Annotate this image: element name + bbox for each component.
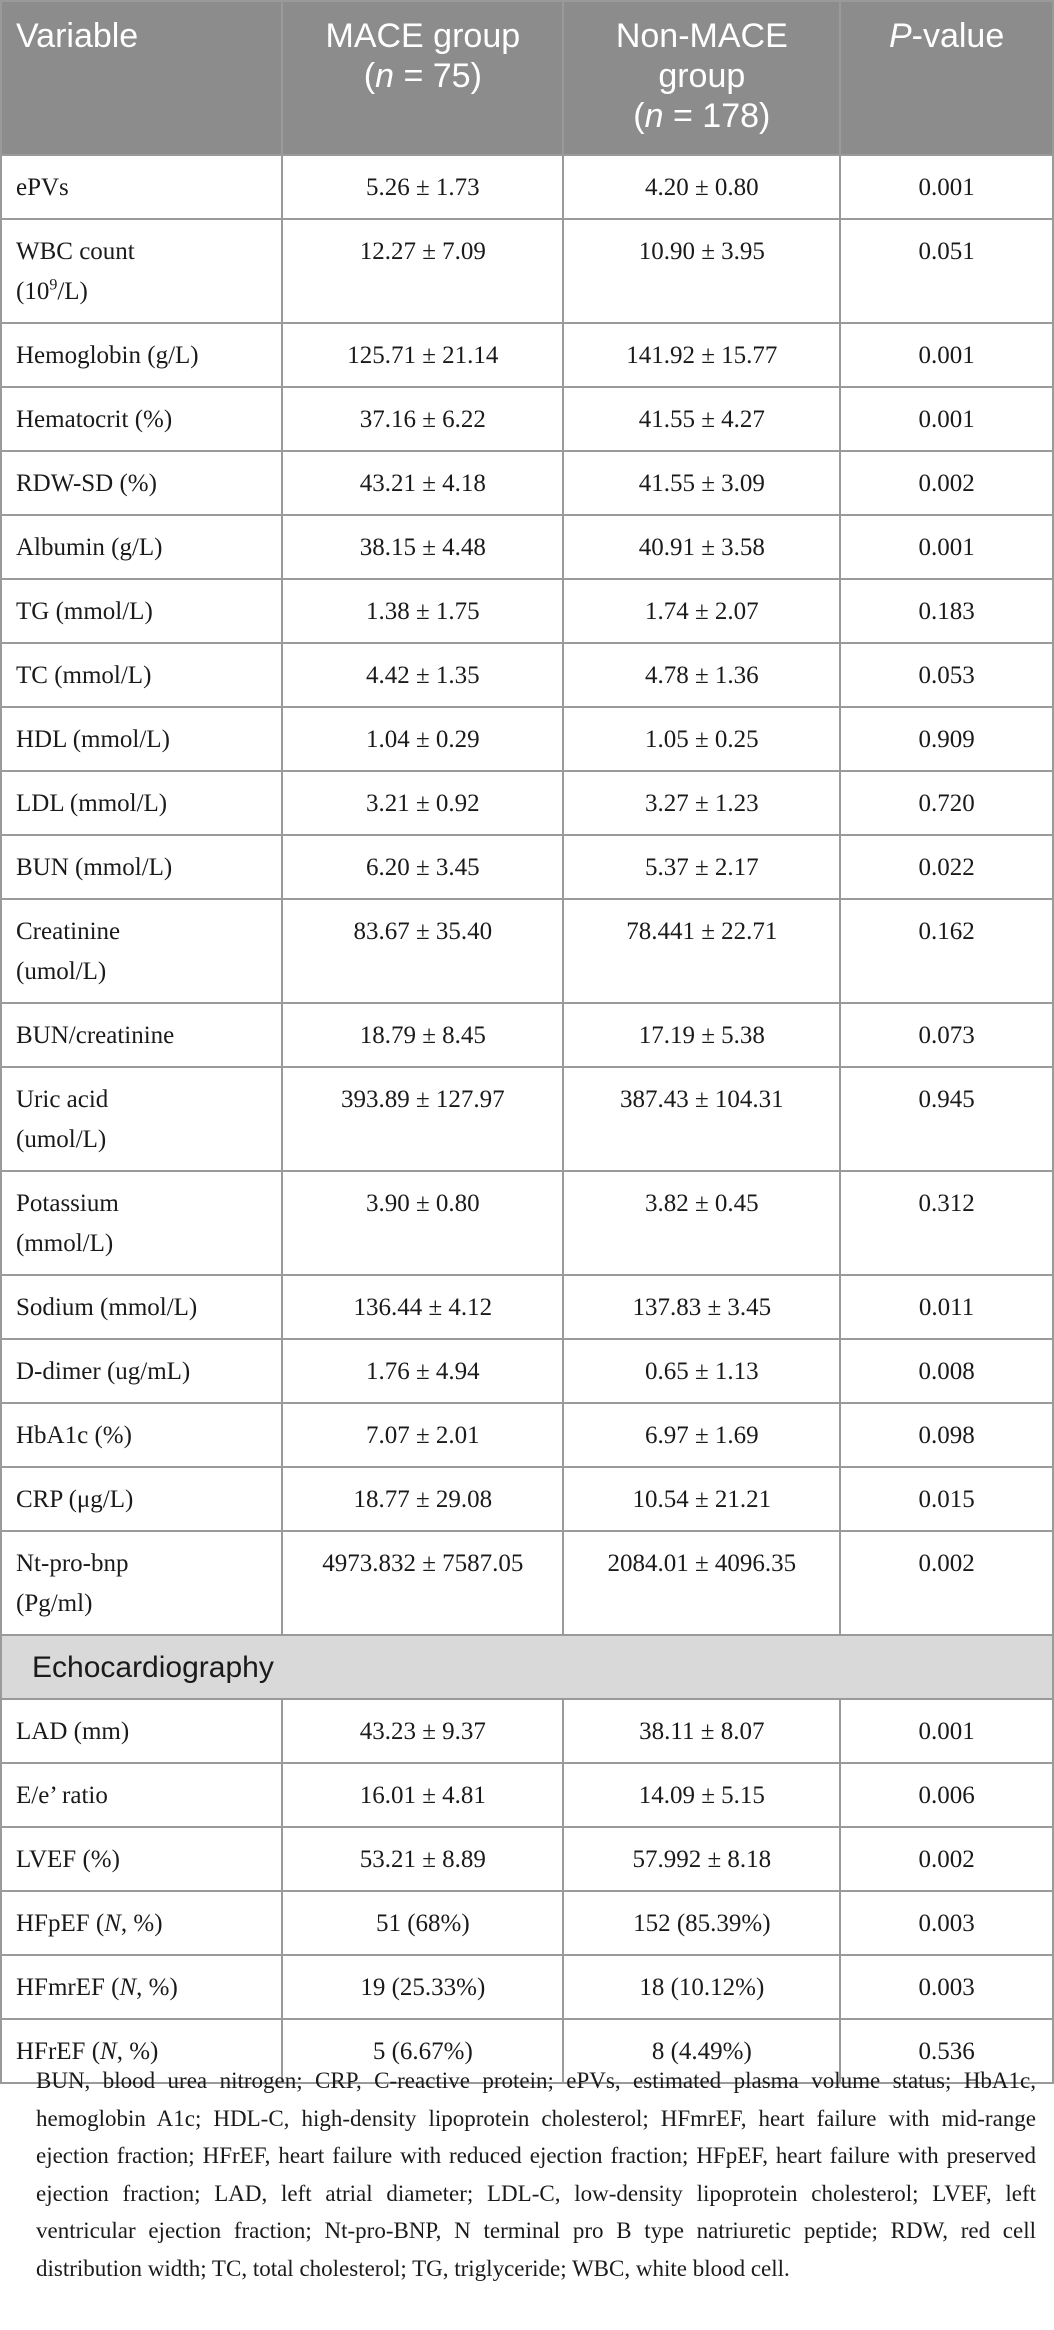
header-mace-group: MACE group (n = 75) (282, 1, 563, 155)
mace-value: 136.44 ± 4.12 (282, 1275, 563, 1339)
variable-cell: HFmrEF (N, %) (1, 1955, 282, 2019)
non-mace-value: 41.55 ± 4.27 (563, 387, 840, 451)
variable-cell: HFpEF (N, %) (1, 1891, 282, 1955)
mace-value: 83.67 ± 35.40 (282, 899, 563, 1003)
non-mace-value: 0.65 ± 1.13 (563, 1339, 840, 1403)
table-row (1, 1171, 1053, 1275)
table-row (1, 1403, 1053, 1467)
p-value: 0.001 (840, 515, 1053, 579)
non-mace-value: 141.92 ± 15.77 (563, 323, 840, 387)
variable-cell: HDL (mmol/L) (1, 707, 282, 771)
p-value: 0.002 (840, 451, 1053, 515)
mace-value: 43.23 ± 9.37 (282, 1699, 563, 1763)
mace-value: 6.20 ± 3.45 (282, 835, 563, 899)
variable-cell: Sodium (mmol/L) (1, 1275, 282, 1339)
table-row (1, 579, 1053, 643)
non-mace-value: 41.55 ± 3.09 (563, 451, 840, 515)
mace-value: 4973.832 ± 7587.05 (282, 1531, 563, 1635)
mace-value: 1.04 ± 0.29 (282, 707, 563, 771)
p-value: 0.001 (840, 387, 1053, 451)
table-row (1, 155, 1053, 219)
p-value: 0.001 (840, 155, 1053, 219)
table-header (1, 1, 1053, 155)
table-row (1, 323, 1053, 387)
p-value: 0.022 (840, 835, 1053, 899)
non-mace-value: 137.83 ± 3.45 (563, 1275, 840, 1339)
variable-cell: TC (mmol/L) (1, 643, 282, 707)
table-row (1, 387, 1053, 451)
variable-cell: WBC count $(10^9/L)$ (1, 219, 282, 323)
table-row (1, 1891, 1053, 1955)
p-value: 0.073 (840, 1003, 1053, 1067)
mace-value: 38.15 ± 4.48 (282, 515, 563, 579)
p-value: 0.312 (840, 1171, 1053, 1275)
mace-value: 3.21 ± 0.92 (282, 771, 563, 835)
variable-cell: E/e’ ratio (1, 1763, 282, 1827)
mace-value: 43.21 ± 4.18 (282, 451, 563, 515)
header-variable: Variable (1, 1, 282, 155)
mace-value: 1.76 ± 4.94 (282, 1339, 563, 1403)
mace-value: 125.71 ± 21.14 (282, 323, 563, 387)
non-mace-value: 10.54 ± 21.21 (563, 1467, 840, 1531)
p-value: 0.006 (840, 1763, 1053, 1827)
p-value: 0.162 (840, 899, 1053, 1003)
header-p-value: P-value (840, 1, 1053, 155)
table-body (1, 155, 1053, 2083)
table-row (1, 771, 1053, 835)
non-mace-value: 152 (85.39%) (563, 1891, 840, 1955)
mace-value: 393.89 ± 127.97 (282, 1067, 563, 1171)
variable-cell: ePVs (1, 155, 282, 219)
p-value: 0.002 (840, 1827, 1053, 1891)
non-mace-value: 17.19 ± 5.38 (563, 1003, 840, 1067)
p-value: 0.008 (840, 1339, 1053, 1403)
p-value: 0.183 (840, 579, 1053, 643)
mace-value: 3.90 ± 0.80 (282, 1171, 563, 1275)
mace-value: 5.26 ± 1.73 (282, 155, 563, 219)
non-mace-value: 38.11 ± 8.07 (563, 1699, 840, 1763)
mace-value: 4.42 ± 1.35 (282, 643, 563, 707)
mace-value: 19 (25.33%) (282, 1955, 563, 2019)
p-value: 0.003 (840, 1955, 1053, 2019)
variable-cell: RDW-SD (%) (1, 451, 282, 515)
non-mace-value: 18 (10.12%) (563, 1955, 840, 2019)
table-row (1, 1699, 1053, 1763)
p-value: 0.720 (840, 771, 1053, 835)
mace-value: 5 (6.67%) (282, 2019, 563, 2083)
variable-cell: Uric acid (umol/L) (1, 1067, 282, 1171)
table-row (1, 899, 1053, 1003)
table-row (1, 1827, 1053, 1891)
variable-cell: HFrEF (N, %) (1, 2019, 282, 2083)
header-non-mace-group: Non-MACE group (n = 178) (563, 1, 840, 155)
variable-cell: Potassium (mmol/L) (1, 1171, 282, 1275)
non-mace-value: 2084.01 ± 4096.35 (563, 1531, 840, 1635)
non-mace-value: 5.37 ± 2.17 (563, 835, 840, 899)
mace-value: 12.27 ± 7.09 (282, 219, 563, 323)
non-mace-value: 1.05 ± 0.25 (563, 707, 840, 771)
non-mace-value: 4.20 ± 0.80 (563, 155, 840, 219)
variable-cell: Albumin (g/L) (1, 515, 282, 579)
non-mace-value: 78.441 ± 22.71 (563, 899, 840, 1003)
mace-value: 7.07 ± 2.01 (282, 1403, 563, 1467)
table-row (1, 835, 1053, 899)
table-row (1, 451, 1053, 515)
section-title: Echocardiography (1, 1635, 1053, 1699)
table-row (1, 1275, 1053, 1339)
variable-cell: BUN (mmol/L) (1, 835, 282, 899)
p-value: 0.002 (840, 1531, 1053, 1635)
mace-value: 18.79 ± 8.45 (282, 1003, 563, 1067)
variable-cell: Creatinine (umol/L) (1, 899, 282, 1003)
p-value: 0.001 (840, 323, 1053, 387)
mace-value: 16.01 ± 4.81 (282, 1763, 563, 1827)
p-value: 0.003 (840, 1891, 1053, 1955)
table-footnote: BUN, blood urea nitrogen; CRP, C-reactive protein; ePVs, estimated plasma volume status; HbA1c, hemoglobin A1c; HDL-C, high-density lipoprotein cholesterol; HFmrEF, heart failure with mid-range ejection fraction; HFrEF, heart failure with reduced ejection fraction; HFpEF, heart failure with preserved ejection fraction; LAD, left atrial diameter; LDL-C, low-density lipoprotein cholesterol; LVEF, left ventricular ejection fraction; Nt-pro-BNP, N terminal pro B type natriuretic peptide; RDW, red cell distribution width; TC, total cholesterol; TG, triglyceride; WBC, white blood cell. (36, 2068, 1036, 2281)
variable-cell: HbA1c (%) (1, 1403, 282, 1467)
p-value: 0.015 (840, 1467, 1053, 1531)
p-value: 0.053 (840, 643, 1053, 707)
variable-cell: CRP (μg/L) (1, 1467, 282, 1531)
non-mace-value: 14.09 ± 5.15 (563, 1763, 840, 1827)
variable-cell: TG (mmol/L) (1, 579, 282, 643)
table-row (1, 1531, 1053, 1635)
table-row (1, 1067, 1053, 1171)
non-mace-value: 6.97 ± 1.69 (563, 1403, 840, 1467)
variable-cell: LAD (mm) (1, 1699, 282, 1763)
p-value: 0.909 (840, 707, 1053, 771)
table-row (1, 643, 1053, 707)
mace-value: 37.16 ± 6.22 (282, 387, 563, 451)
table-row (1, 1339, 1053, 1403)
table-row (1, 219, 1053, 323)
table-row (1, 1003, 1053, 1067)
non-mace-value: 3.27 ± 1.23 (563, 771, 840, 835)
mace-value: 18.77 ± 29.08 (282, 1467, 563, 1531)
non-mace-value: 10.90 ± 3.95 (563, 219, 840, 323)
p-value: 0.001 (840, 1699, 1053, 1763)
mace-value: 51 (68%) (282, 1891, 563, 1955)
variable-cell: D-dimer (ug/mL) (1, 1339, 282, 1403)
mace-value: 53.21 ± 8.89 (282, 1827, 563, 1891)
non-mace-value: 1.74 ± 2.07 (563, 579, 840, 643)
section-row-echocardiography (1, 1635, 1053, 1699)
non-mace-value: 4.78 ± 1.36 (563, 643, 840, 707)
mace-value: 1.38 ± 1.75 (282, 579, 563, 643)
p-value: 0.945 (840, 1067, 1053, 1171)
non-mace-value: 40.91 ± 3.58 (563, 515, 840, 579)
table-row (1, 1955, 1053, 2019)
p-value: 0.536 (840, 2019, 1053, 2083)
p-value: 0.011 (840, 1275, 1053, 1339)
non-mace-value: 387.43 ± 104.31 (563, 1067, 840, 1171)
non-mace-value: 8 (4.49%) (563, 2019, 840, 2083)
variable-cell: Nt-pro-bnp (Pg/ml) (1, 1531, 282, 1635)
non-mace-value: 57.992 ± 8.18 (563, 1827, 840, 1891)
variable-cell: LVEF (%) (1, 1827, 282, 1891)
p-value: 0.051 (840, 219, 1053, 323)
table-row (1, 515, 1053, 579)
variable-cell: Hematocrit (%) (1, 387, 282, 451)
variable-cell: Hemoglobin (g/L) (1, 323, 282, 387)
table-row (1, 1467, 1053, 1531)
table-row (1, 1763, 1053, 1827)
table-row (1, 707, 1053, 771)
p-value: 0.098 (840, 1403, 1053, 1467)
variable-cell: LDL (mmol/L) (1, 771, 282, 835)
variable-cell: BUN/creatinine (1, 1003, 282, 1067)
non-mace-value: 3.82 ± 0.45 (563, 1171, 840, 1275)
